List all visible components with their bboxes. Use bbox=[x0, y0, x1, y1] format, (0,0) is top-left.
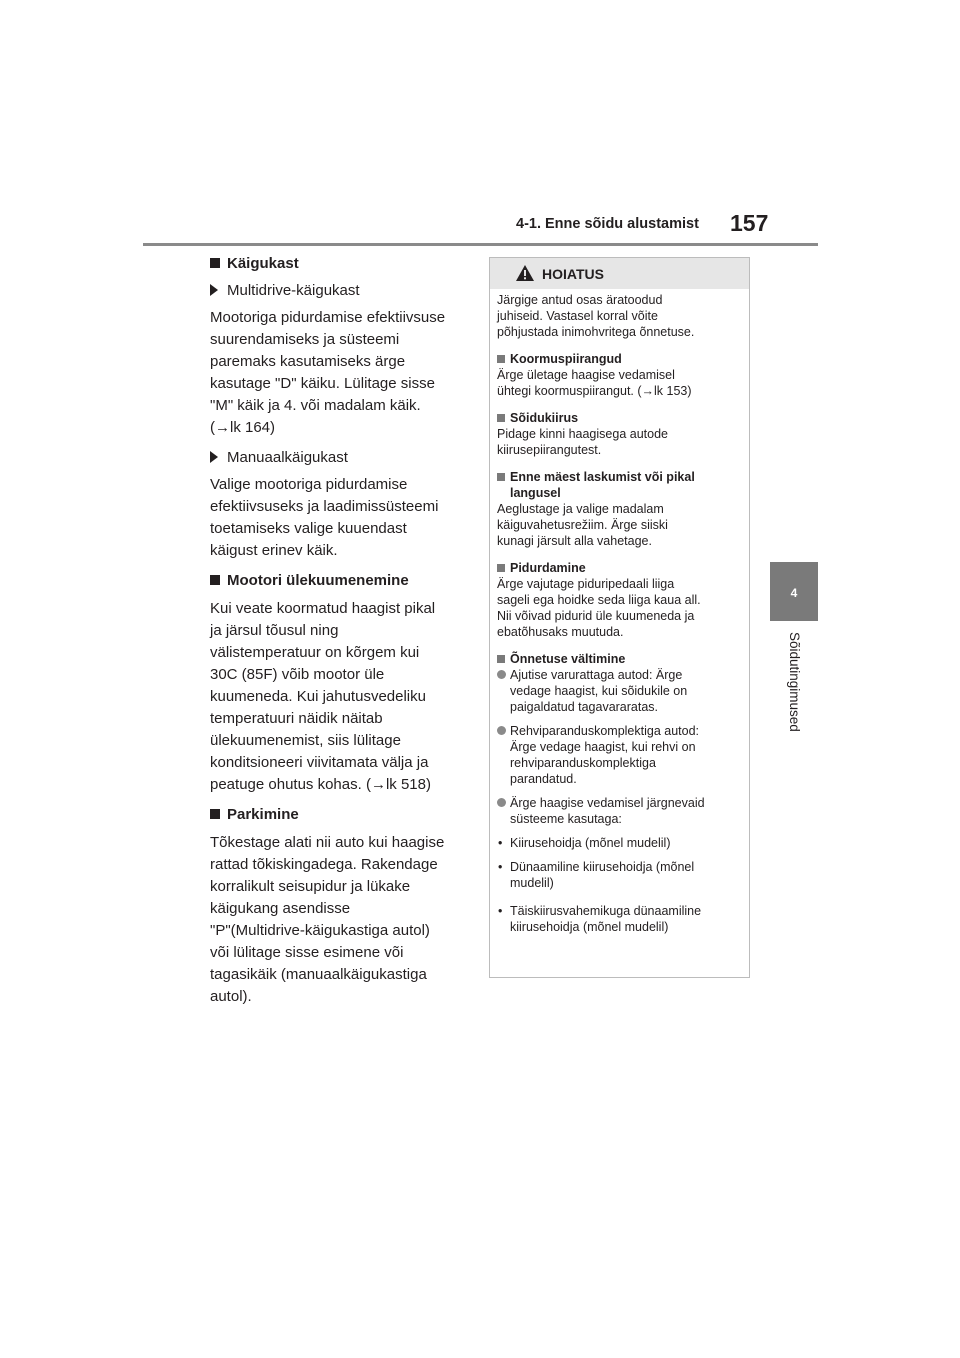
list-item: • Kiirusehoidja (mõnel mudelil) bbox=[498, 836, 671, 850]
square-bullet-icon bbox=[497, 564, 505, 572]
list-item: Rehviparanduskomplektiga autod: Ärge vedage haagist, kui rehvi on rehviparanduskomplektiga parandatud. bbox=[497, 723, 741, 787]
warning-text-load: Ärge ületage haagise vedamisel ühtegi koormuspiirangut. (→lk 153) bbox=[497, 368, 692, 398]
square-bullet-icon bbox=[210, 258, 220, 268]
warning-header bbox=[490, 258, 749, 289]
chapter-tab bbox=[770, 562, 818, 621]
square-bullet-icon bbox=[497, 473, 505, 481]
chapter-number: 4 bbox=[790, 586, 798, 600]
square-bullet-icon bbox=[497, 655, 505, 663]
header-rule bbox=[143, 243, 818, 246]
circle-bullet-icon bbox=[497, 798, 506, 807]
subheading-manual: Manuaalkäigukast bbox=[210, 448, 468, 468]
warning-heading-accident: Õnnetuse vältimine bbox=[497, 651, 741, 667]
section-header: 4-1. Enne sõidu alustamist bbox=[516, 216, 699, 232]
warning-text-speed: Pidage kinni haagisega autode kiirusepiirangutest. bbox=[497, 427, 668, 457]
warning-heading-braking: Pidurdamine bbox=[497, 560, 741, 576]
dot-bullet-icon: • bbox=[498, 860, 503, 874]
paragraph-manual: Valige mootoriga pidurdamise efektiivsuseks ja laadimissüsteemi toetamiseks valige kuuendast käigust erinev käik. bbox=[210, 476, 439, 559]
warning-title: HOIATUS bbox=[542, 266, 604, 282]
heading-overheating: Mootori ülekuumenemine bbox=[210, 571, 468, 591]
warning-text-descent: Aeglustage ja valige madalam käiguvahetusrežiim. Ärge siiski kunagi järsult alla vahetage. bbox=[497, 502, 668, 548]
chapter-label: Sõidutingimused bbox=[787, 632, 802, 732]
paragraph-multidrive: Mootoriga pidurdamise efektiivsuse suurendamiseks ja süsteemi paremaks kasutamiseks ärge kasutage "D" käiku. Lülitage sisse "M" käik ja 4. või madalam käik. (→lk 164) bbox=[210, 309, 446, 436]
triangle-bullet-icon bbox=[210, 451, 218, 463]
circle-bullet-icon bbox=[497, 726, 506, 735]
subheading-multidrive: Multidrive-käigukast bbox=[210, 281, 468, 301]
warning-heading-descent: Enne mäest laskumist või pikal langusel bbox=[497, 469, 741, 501]
square-bullet-icon bbox=[210, 575, 220, 585]
heading-kaigukast: Käigukast bbox=[210, 254, 468, 274]
square-bullet-icon bbox=[497, 355, 505, 363]
left-column bbox=[210, 254, 468, 1008]
warning-text-braking: Ärge vajutage piduripedaali liiga sageli ega hoidke seda liiga kaua all. Nii võivad pidurid üle kuumeneda ja ebatõhusaks muutuda. bbox=[497, 577, 701, 639]
page-number: 157 bbox=[730, 210, 769, 236]
list-item: Ärge haagise vedamisel järgnevaid süsteeme kasutaga: bbox=[497, 795, 741, 827]
list-item: • Dünaamiline kiirusehoidja (mõnel mudelil) bbox=[498, 860, 695, 890]
list-item: • Täiskiirusvahemikuga dünaamiline kiirusehoidja (mõnel mudelil) bbox=[498, 904, 702, 934]
warning-intro: Järgige antud osas äratoodud juhiseid. Vastasel korral võite põhjustada inimohvritega õnnetuse. bbox=[497, 293, 695, 339]
warning-heading-load: Koormuspiirangud bbox=[497, 351, 741, 367]
warning-triangle-icon bbox=[516, 265, 534, 281]
warning-box bbox=[489, 257, 750, 978]
circle-bullet-icon bbox=[497, 670, 506, 679]
square-bullet-icon bbox=[497, 414, 505, 422]
dot-bullet-icon: • bbox=[498, 904, 503, 918]
square-bullet-icon bbox=[210, 809, 220, 819]
warning-heading-speed: Sõidukiirus bbox=[497, 410, 741, 426]
dot-bullet-icon: • bbox=[498, 836, 503, 850]
paragraph-overheating: Kui veate koormatud haagist pikal ja järsul tõusul ning välistemperatuur on kõrgem kui 30C (85F) võib mootor üle kuumeneda. Kui jahutusvedeliku temperatuuri näidik näitab ülekuumenemist, siis lülitage konditsioneeri viivitamata välja ja peatuge ohutus kohas. (→lk 518) bbox=[210, 600, 436, 793]
heading-parking: Parkimine bbox=[210, 805, 468, 825]
warning-body bbox=[490, 289, 749, 935]
paragraph-parking: Tõkestage alati nii auto kui haagise rattad tõkiskingadega. Rakendage korralikult seisupidur ja lükake käigukang asendisse "P"(Multidrive-käigukastiga autol) või lülitage sisse esimene või tagasikäik (manuaalkäigukastiga autol). bbox=[210, 834, 445, 1005]
list-item: Ajutise varurattaga autod: Ärge vedage haagist, kui sõidukile on paigaldatud tagavararatas. bbox=[497, 667, 741, 715]
triangle-bullet-icon bbox=[210, 284, 218, 296]
